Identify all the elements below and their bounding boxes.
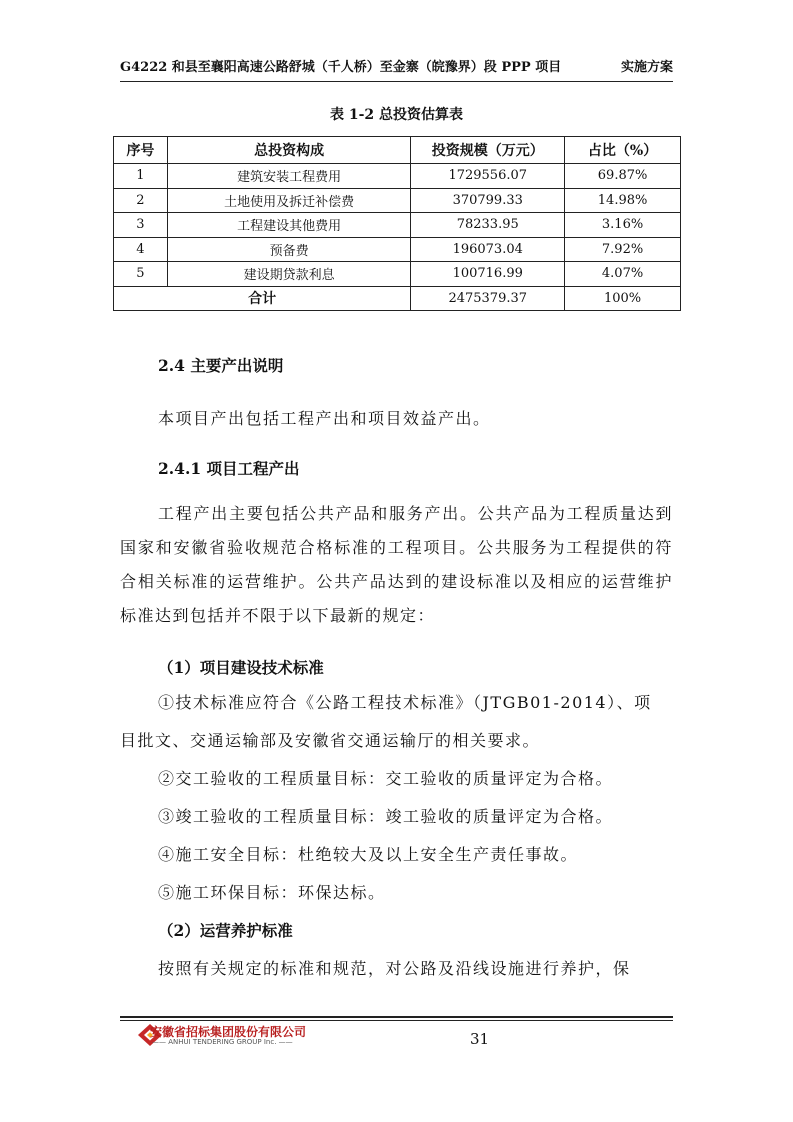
table-row [114,164,681,189]
page-header [120,52,673,82]
header-title: G4222 和县至襄阳高速公路舒城（千人桥）至金寨（皖豫界）段 PPP 项目 [120,60,562,75]
section-intro: 本项目产出包括工程产出和项目效益产出。 [158,409,491,428]
table-cell: 4.07% [565,262,681,287]
table-row [114,262,681,287]
table-cell: 3.16% [565,213,681,238]
table-header-row [114,137,681,164]
total-amount: 2475379.37 [411,286,565,311]
maintenance-paragraph: 按照有关规定的标准和规范，对公路及沿线设施进行养护，保 [158,959,631,978]
section-heading: 2.4 主要产出说明 [158,356,284,375]
table-cell: 工程建设其他费用 [167,213,410,238]
table-cell: 7.92% [565,237,681,262]
column-header: 占比（%） [565,137,681,164]
table-cell: 2 [114,188,168,213]
table-cell: 预备费 [167,237,410,262]
table-cell: 建设期贷款利息 [167,262,410,287]
table-row [114,188,681,213]
table-cell: 4 [114,237,168,262]
table-cell: 100716.99 [411,262,565,287]
investment-table [113,136,681,311]
table-cell: 建筑安装工程费用 [167,164,410,189]
company-name: 安徽省招标集团股份有限公司 [150,1025,307,1039]
standard-item-2: ②交工验收的工程质量目标：交工验收的质量评定为合格。 [158,769,614,788]
table-cell: 1 [114,164,168,189]
table-cell: 196073.04 [411,237,565,262]
construction-standard-heading: （1）项目建设技术标准 [158,658,324,677]
table-caption: 表 1-2 总投资估算表 [329,107,464,123]
table-cell: 3 [114,213,168,238]
page-number: 31 [470,1030,490,1048]
total-percent: 100% [565,286,681,311]
table-cell: 78233.95 [411,213,565,238]
standard-item-5: ⑤施工环保目标：环保达标。 [158,883,386,902]
standard-item-1: ①技术标准应符合《公路工程技术标准》（JTGB01-2014）、项 [158,693,652,712]
table-row [114,213,681,238]
engineering-output-paragraph: 工程产出主要包括公共产品和服务产出。公共产品为工程质量达到国家和安徽省验收规范合格标准的工程项目。公共服务为工程提供的符合相关标准的运营维护。公共产品达到的建设标准以及相应的运营维护标准达到包括并不限于以下最新的规定： [120,504,673,625]
company-name-english: —— ANHUI TENDERING GROUP Inc. —— [152,1038,293,1046]
subsection-heading: 2.4.1 项目工程产出 [158,459,300,478]
table-cell: 土地使用及拆迁补偿费 [167,188,410,213]
maintenance-standard-heading: （2）运营养护标准 [158,921,293,940]
header-section: 实施方案 [620,60,673,75]
column-header: 序号 [114,137,168,164]
table-cell: 14.98% [565,188,681,213]
table-cell: 370799.33 [411,188,565,213]
table-total-row [114,286,681,311]
footer-rule [120,1016,673,1018]
standard-item-3: ③竣工验收的工程质量目标：竣工验收的质量评定为合格。 [158,807,614,826]
table-cell: 1729556.07 [411,164,565,189]
total-label: 合计 [114,286,411,311]
table-row [114,237,681,262]
standard-item-1-continued: 目批文、交通运输部及安徽省交通运输厅的相关要求。 [120,731,541,750]
table-cell: 69.87% [565,164,681,189]
header-rule [120,81,673,82]
column-header: 投资规模（万元） [411,137,565,164]
standard-item-4: ④施工安全目标：杜绝较大及以上安全生产责任事故。 [158,845,579,864]
table-cell: 5 [114,262,168,287]
footer-rule-thin [120,1020,673,1021]
column-header: 总投资构成 [167,137,410,164]
